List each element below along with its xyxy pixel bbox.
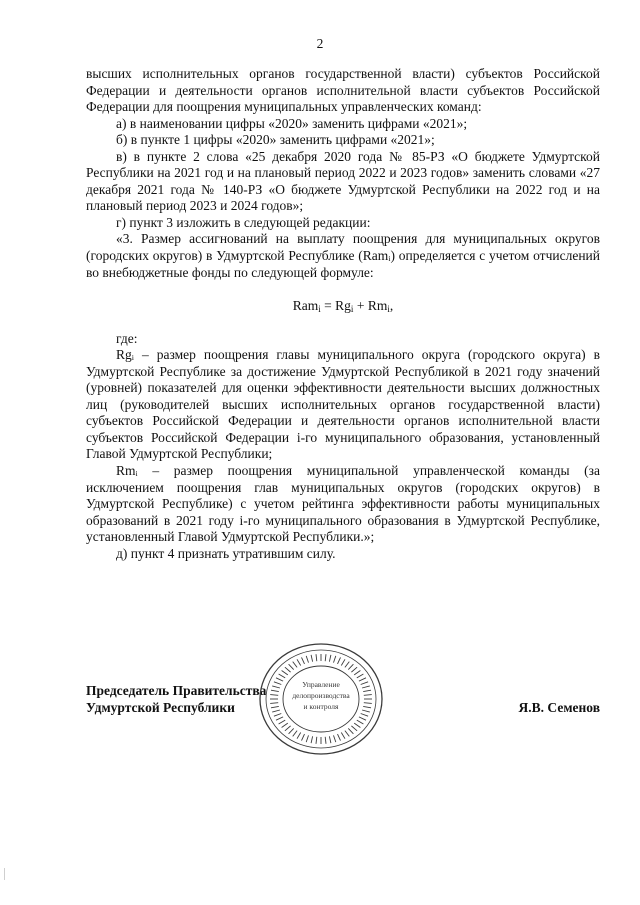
document-body xyxy=(86,66,600,562)
stamp-inner-line1: Управление xyxy=(302,680,340,689)
formula-end: , xyxy=(389,298,394,314)
stamp-ring-glyph xyxy=(293,662,297,668)
stamp-ring-glyph xyxy=(334,735,336,742)
paragraph-clause-3: «3. Размер ассигнований на выплату поощрения для муниципальных округов (городских округов) в Удмуртской Республике (Ramᵢ) определяется с учетом отчислений во внебюджетные фонды по следующей формуле: xyxy=(86,231,600,280)
stamp-ring-glyph xyxy=(279,720,286,724)
stamp-ring-glyph xyxy=(316,654,317,661)
stamp-ring-glyph xyxy=(363,706,371,707)
stamp-ring-glyph xyxy=(297,659,301,665)
stamp-ring-glyph xyxy=(285,726,291,731)
stamp-ring-glyph xyxy=(345,662,349,668)
stamp-ring-glyph xyxy=(293,731,297,737)
signatory-name: Я.В. Семенов xyxy=(518,699,600,715)
paragraph-rm-definition: Rmᵢ – размер поощрения муниципальной управленческой команды (за исключением поощрения глав муниципальных округов (городских округов) в Удмуртской Республике) с учетом рейтинга эффективности работы муниципальных образований в 2021 году i-го муниципального образования в Удмуртской Республике, установленный Главой Удмуртской Республики.»; xyxy=(86,463,600,545)
stamp-ring-glyph xyxy=(297,733,301,739)
formula-eq: = xyxy=(320,298,336,314)
stamp-ring-glyph xyxy=(276,717,283,720)
stamp-ring-glyph xyxy=(361,714,368,717)
stamp-ring-glyph xyxy=(311,655,313,662)
stamp-ring-glyph xyxy=(276,678,283,681)
stamp-ring-glyph xyxy=(270,703,278,704)
stamp-ring-glyph xyxy=(274,714,281,717)
paragraph-rg-definition: Rgᵢ – размер поощрения главы муниципального округа (городского округа) в Удмуртской Республике за достижение Удмуртской Республикой в 2021 году значений (уровней) показателей для оценки эффективности деятельности высших должностных лиц (руководителей высших исполнительных органов государственной власти) субъектов Российской Федерации и деятельности органов исполнительной власти субъектов Российской Федерации i-го муниципального образования, установленный Главой Удмуртской Республики; xyxy=(86,347,600,462)
stamp-ring-glyph xyxy=(306,656,308,663)
stamp-ring-glyph xyxy=(348,728,353,733)
formula-lhs: Ram xyxy=(292,298,319,314)
stamp-ring-glyph xyxy=(311,736,313,743)
paragraph-item-g: г) пункт 3 изложить в следующей редакции: xyxy=(116,214,371,230)
paragraph-item-v: в) в пункте 2 слова «25 декабря 2020 года № 85-РЗ «О бюджете Удмуртской Республики на 2021 год и на плановый период 2022 и 2023 годов» заменить словами «27 декабря 2021 года № 140-РЗ «О бюджете Удмуртской Республики на 2022 год и на плановый период 2023 и 2024 годов»; xyxy=(86,148,600,214)
stamp-inner-line2: делопроизводства xyxy=(292,691,350,700)
stamp-ring-glyph xyxy=(338,657,341,664)
stamp-ring-glyph xyxy=(341,733,345,739)
formula xyxy=(86,298,600,315)
stamp-ring-glyph xyxy=(302,734,305,741)
stamp-ring-glyph xyxy=(362,710,370,712)
stamp-ring-glyph xyxy=(357,674,364,678)
formula-term-rg: Rg xyxy=(335,298,351,314)
stamp-ring-glyph xyxy=(279,674,286,678)
page-number: 2 xyxy=(316,36,324,51)
stamp-ring-glyph xyxy=(334,656,336,663)
signatory-title-line2: Удмуртской Республики xyxy=(86,699,235,715)
stamp-ring-glyph xyxy=(289,728,294,733)
stamp-ring-glyph xyxy=(359,678,366,681)
official-stamp-seal xyxy=(256,640,386,758)
formula-term-rm: Rm xyxy=(367,298,388,314)
formula-plus: + xyxy=(353,298,368,314)
stamp-ring-glyph xyxy=(362,686,370,688)
stamp-ring-glyph xyxy=(363,690,371,691)
stamp-ring-glyph xyxy=(285,667,291,672)
paragraph-where: где: xyxy=(116,330,138,346)
stamp-ring-glyph xyxy=(329,655,331,662)
formula-term-rg-sub: i xyxy=(350,304,354,315)
signatory-title-line1: Председатель Правительства xyxy=(86,683,267,698)
stamp-ring-glyph xyxy=(329,736,331,743)
stamp-ring-glyph xyxy=(325,654,326,661)
stamp-inner-line3: и контроля xyxy=(303,702,339,711)
stamp-ring-glyph xyxy=(289,664,294,669)
stamp-ring-glyph xyxy=(354,671,360,675)
margin-mark xyxy=(4,868,5,880)
stamp-ring-glyph xyxy=(271,690,279,691)
stamp-ring-glyph xyxy=(351,667,357,672)
stamp-ring-glyph xyxy=(272,710,280,712)
formula-term-rm-sub: i xyxy=(387,304,390,315)
paragraph-continuation: высших исполнительных органов государственной власти) субъектов Российской Федерации и деятельности органов исполнительной власти субъектов Российской Федерации для поощрения муниципальных управленческих команд: xyxy=(86,66,600,115)
stamp-ring-glyph xyxy=(341,659,345,665)
paragraph-item-d: д) пункт 4 признать утратившим силу. xyxy=(116,545,336,561)
stamp-ring-glyph xyxy=(316,737,317,744)
stamp-ring-glyph xyxy=(354,723,360,727)
stamp-ring-glyph xyxy=(351,726,357,731)
stamp-ring-glyph xyxy=(302,657,305,664)
stamp-ring-glyph xyxy=(274,682,281,685)
stamp-ring-glyph xyxy=(282,671,288,675)
stamp-ring-glyph xyxy=(282,723,288,727)
paragraph-item-a: а) в наименовании цифры «2020» заменить цифрами «2021»; xyxy=(116,115,468,131)
stamp-ring-glyph xyxy=(272,686,280,688)
stamp-ring-glyph xyxy=(348,664,353,669)
stamp-ring-glyph xyxy=(338,734,341,741)
stamp-ring-glyph xyxy=(270,695,278,696)
stamp-ring-glyph xyxy=(306,735,308,742)
stamp-ring-glyph xyxy=(359,717,366,720)
stamp-ring-glyph xyxy=(364,703,372,704)
paragraph-item-b: б) в пункте 1 цифры «2020» заменить цифрами «2021»; xyxy=(116,132,435,148)
stamp-ring-glyph xyxy=(361,682,368,685)
stamp-ring-glyph xyxy=(345,731,349,737)
stamp-ring-glyph xyxy=(357,720,364,724)
stamp-ring-glyph xyxy=(364,695,372,696)
formula-lhs-sub: i xyxy=(318,304,321,315)
stamp-ring-glyph xyxy=(325,737,326,744)
stamp-ring-glyph xyxy=(271,706,279,707)
